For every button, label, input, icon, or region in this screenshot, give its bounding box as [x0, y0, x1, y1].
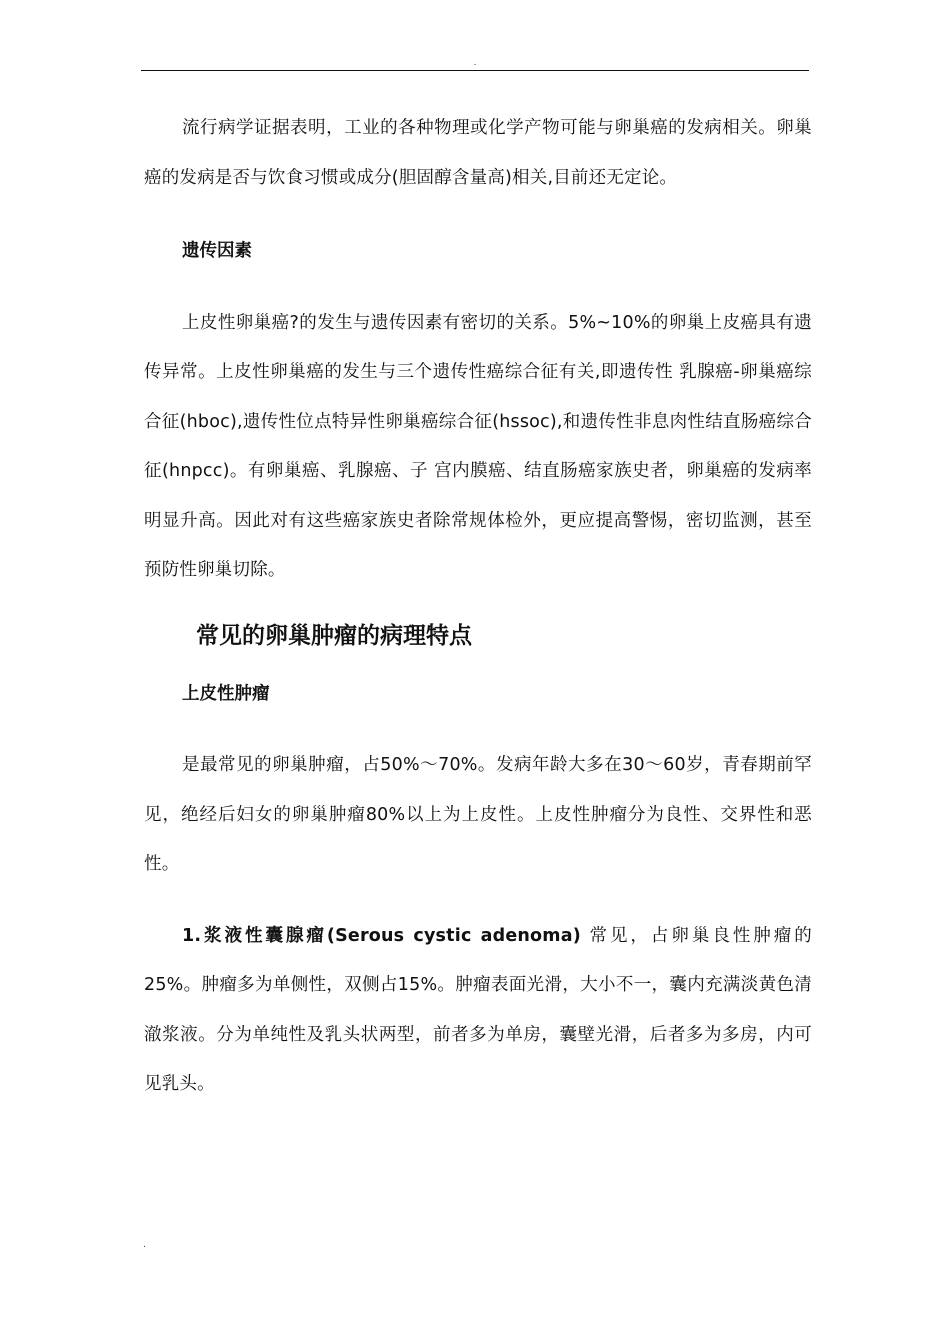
spacer — [144, 203, 812, 227]
document-body — [144, 104, 812, 1110]
paragraph-epidemiology: 流行病学证据表明，工业的各种物理或化学产物可能与卵巢癌的发病相关。卵巢癌的发病是否与饮食习惯或成分(胆固醇含量高)相关,目前还无定论。 — [144, 118, 812, 188]
spacer — [144, 277, 812, 299]
footer-mark: . — [143, 1240, 146, 1250]
spacer — [144, 719, 812, 741]
paragraph-serous-cystadenoma — [144, 912, 812, 1110]
heading-pathology: 常见的卵巢肿瘤的病理特点 — [196, 622, 472, 649]
serous-cystadenoma-text: 常见，占卵巢良性肿瘤的25%。肿瘤多为单侧性，双侧占15%。肿瘤表面光滑，大小不一，囊内充满淡黄色清澈浆液。分为单纯性及乳头状两型，前者多为单房，囊壁光滑，后者多为多房，内可见乳头。 — [144, 925, 812, 1094]
header-mark: . — [473, 58, 477, 68]
heading-genetic-factors: 遗传因素 — [182, 241, 252, 261]
spacer — [144, 596, 812, 622]
spacer — [144, 650, 812, 670]
heading-epithelial-tumors: 上皮性肿瘤 — [182, 683, 270, 704]
paragraph-genetics: 上皮性卵巢癌?的发生与遗传因素有密切的关系。5%~10%的卵巢上皮癌具有遗传异常。上皮性卵巢癌的发生与三个遗传性癌综合征有关,即遗传性 乳腺癌-卵巢癌综合征(hboc),遗传性位点特异性卵巢癌综合征(hssoc),和遗传性非息肉性结直肠癌综合征(hnpcc)。有卵巢癌、乳腺癌、子 宫内膜癌、结直肠癌家族史者，卵巢癌的发病率明显升高。因此对有这些癌家族史者除常规体检外，更应提高警惕，密切监测，甚至预防性卵巢切除。 — [144, 312, 812, 580]
paragraph-epithelial: 是最常见的卵巢肿瘤，占50%～70%。发病年龄大多在30～60岁，青春期前罕见，绝经后妇女的卵巢肿瘤80%以上为上皮性。上皮性肿瘤分为良性、交界性和恶性。 — [144, 755, 812, 874]
spacer — [144, 890, 812, 912]
serous-cystadenoma-title: 1.浆液性囊腺瘤(Serous cystic adenoma) — [182, 925, 581, 946]
header-rule — [141, 70, 809, 71]
